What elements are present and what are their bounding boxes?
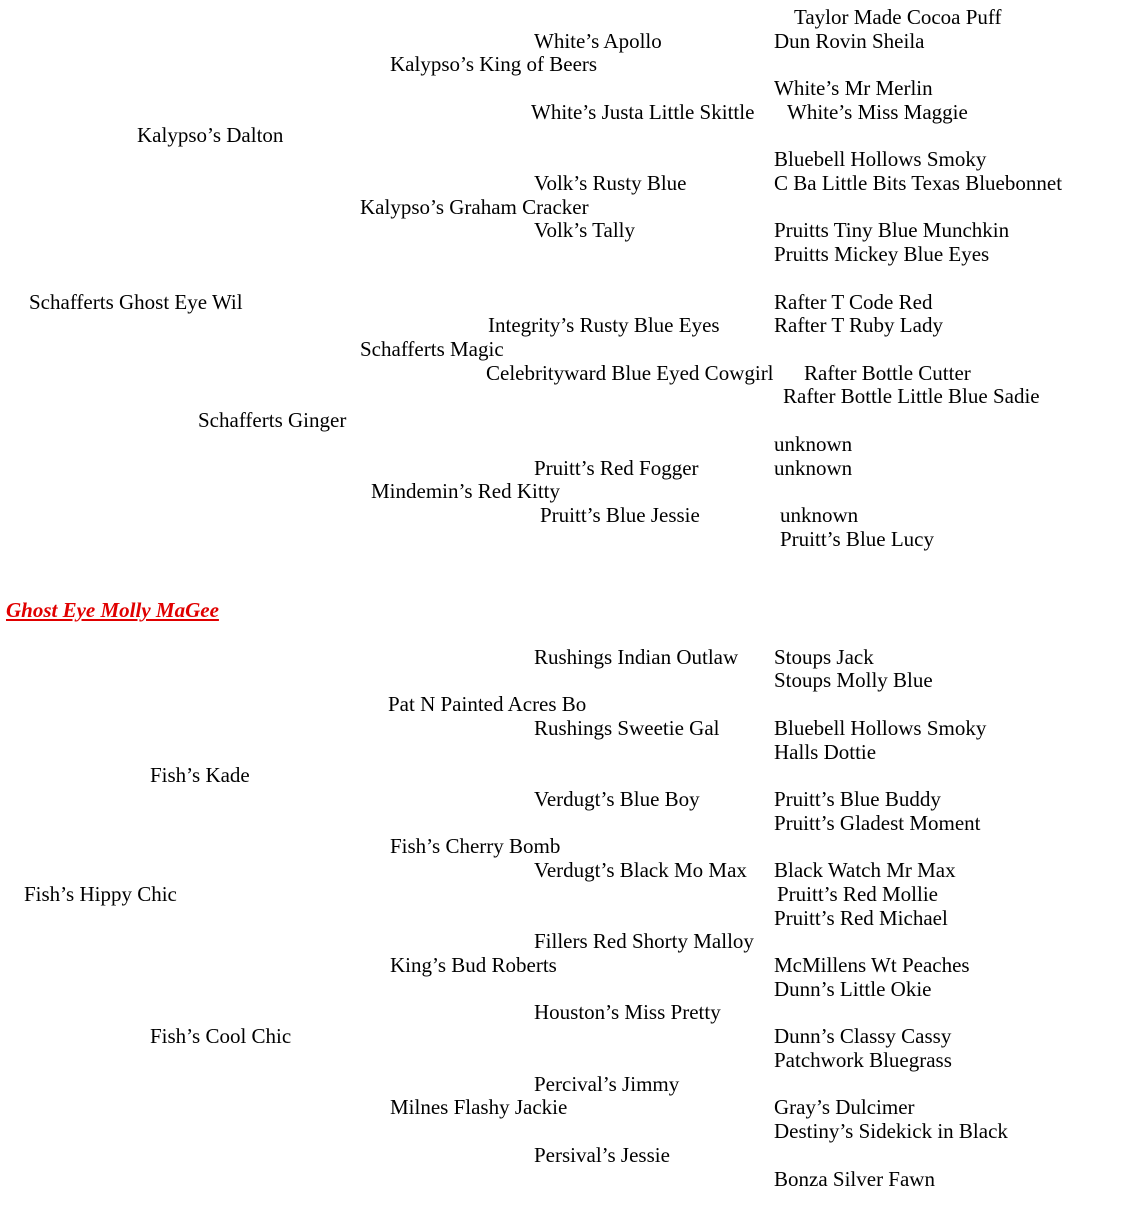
dam-dam: Fish’s Cool Chic (150, 1024, 292, 1048)
ggg-sire-ssd-s: White’s Mr Merlin (774, 76, 933, 100)
gg-dam-dds: Percival’s Jimmy (534, 1072, 680, 1096)
sire: Schafferts Ghost Eye Wil (29, 290, 243, 314)
ggg-sire-sds-d: C Ba Little Bits Texas Bluebonnet (774, 171, 1063, 195)
gg-sire-ddd: Pruitt’s Blue Jessie (540, 503, 700, 527)
ggg-sire-ssd-d: White’s Miss Maggie (787, 100, 968, 124)
ggg-sire-ddd-d: Pruitt’s Blue Lucy (780, 527, 934, 551)
gg-dam-ds: Verdugt’s Blue Boy (534, 787, 700, 811)
ggg-dam-dss-d: McMillens Wt Peaches (774, 953, 970, 977)
ggg-dam-sds-d: Pruitt’s Gladest Moment (774, 811, 981, 835)
gg-dam-ddd: Persival’s Jessie (534, 1143, 670, 1167)
ggg-dam-dds-s: Patchwork Bluegrass (774, 1048, 952, 1072)
ggg-dam-dsd-s: Dunn’s Little Okie (774, 977, 932, 1001)
gg-sire-ss: White’s Apollo (534, 29, 662, 53)
gg-sire-sd: White’s Justa Little Skittle (531, 100, 755, 124)
ggg-sire-sdd-d: Pruitts Mickey Blue Eyes (774, 242, 990, 266)
ggg-dam-ddd-s: Destiny’s Sidekick in Black (774, 1119, 1008, 1143)
ggg-dam-dds-d: Gray’s Dulcimer (774, 1095, 915, 1119)
dam-sire: Fish’s Kade (150, 763, 250, 787)
ggg-sire-dss-s: Rafter T Code Red (774, 290, 933, 314)
ggg-dam-ddd-d: Bonza Silver Fawn (774, 1167, 935, 1191)
ggg-dam-ssd-s: Bluebell Hollows Smoky (774, 716, 987, 740)
gg-sire-dd: Volk’s Tally (534, 218, 636, 242)
ggg-dam-ssd-d: Halls Dottie (774, 740, 877, 764)
ggg-sire-dsd-s: Rafter Bottle Cutter (804, 361, 971, 385)
sire-sire: Kalypso’s Dalton (137, 123, 284, 147)
g-dam-ds: King’s Bud Roberts (390, 953, 557, 977)
dam: Fish’s Hippy Chic (24, 882, 177, 906)
ggg-sire-sss-d: Dun Rovin Sheila (774, 29, 925, 53)
ggg-sire-dsd-d: Rafter Bottle Little Blue Sadie (783, 384, 1040, 408)
gg-dam-dsd: Houston’s Miss Pretty (534, 1000, 721, 1024)
g-sire-ds: Schafferts Magic (360, 337, 504, 361)
gg-dam-dd: Verdugt’s Black Mo Max (534, 858, 747, 882)
ggg-sire-sss-s: Taylor Made Cocoa Puff (794, 5, 1002, 29)
g-dam-ss: Pat N Painted Acres Bo (388, 692, 587, 716)
ggg-sire-sdd-s: Pruitts Tiny Blue Munchkin (774, 218, 1010, 242)
g-sire-sd: Kalypso’s Graham Cracker (360, 195, 589, 219)
ggg-dam-sds-s: Pruitt’s Blue Buddy (774, 787, 941, 811)
ggg-dam-sdd-d: Pruitt’s Red Mollie (777, 882, 939, 906)
g-dam-dd: Milnes Flashy Jackie (390, 1095, 568, 1119)
ggg-dam-dsd-d: Dunn’s Classy Cassy (774, 1024, 952, 1048)
gg-dam-sd: Rushings Sweetie Gal (534, 716, 720, 740)
gg-sire-dds: Pruitt’s Red Fogger (534, 456, 699, 480)
ggg-dam-sss-d: Stoups Molly Blue (774, 668, 933, 692)
g-sire-dd: Mindemin’s Red Kitty (371, 479, 560, 503)
g-sire-ss: Kalypso’s King of Beers (390, 52, 598, 76)
ggg-sire-ddd-s: unknown (780, 503, 859, 527)
subject-name: Ghost Eye Molly MaGee (6, 598, 219, 622)
ggg-dam-sss-s: Stoups Jack (774, 645, 874, 669)
ggg-dam-dss-s: Pruitt’s Red Michael (774, 906, 948, 930)
gg-sire-dsd: Celebrityward Blue Eyed Cowgirl (486, 361, 774, 385)
ggg-sire-sds-s: Bluebell Hollows Smoky (774, 147, 987, 171)
gg-sire-dss: Integrity’s Rusty Blue Eyes (488, 313, 720, 337)
ggg-sire-dds-d: unknown (774, 456, 853, 480)
gg-dam-ss: Rushings Indian Outlaw (534, 645, 739, 669)
ggg-sire-dds-s: unknown (774, 432, 853, 456)
gg-dam-dss: Fillers Red Shorty Malloy (534, 929, 754, 953)
ggg-dam-sdd-s: Black Watch Mr Max (774, 858, 956, 882)
sire-dam: Schafferts Ginger (198, 408, 347, 432)
gg-sire-ds: Volk’s Rusty Blue (534, 171, 687, 195)
g-dam-sd: Fish’s Cherry Bomb (390, 834, 561, 858)
ggg-sire-dss-d: Rafter T Ruby Lady (774, 313, 943, 337)
